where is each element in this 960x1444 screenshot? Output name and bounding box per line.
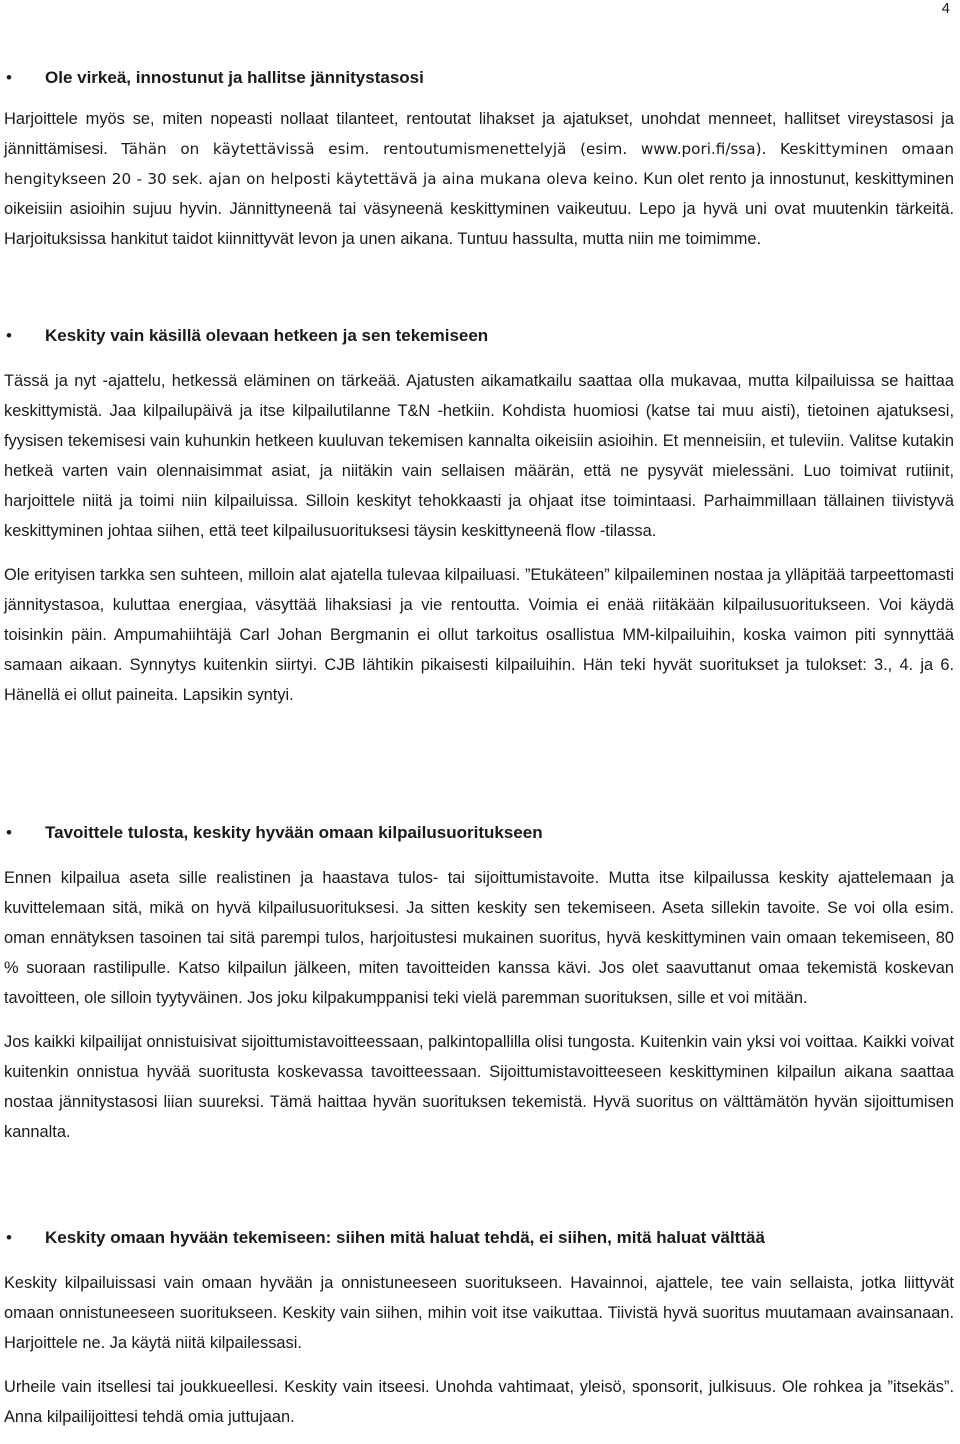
paragraph: Ole erityisen tarkka sen suhteen, milloin alat ajatella tulevaa kilpailuasi. ”Etukäteen” kilpaileminen nostaa ja ylläpitää tarpeettomasti jännitystasoa, kuluttaa energiaa, väsyttää lihaksiasi ja vie rentoutta. Voimia ei enää riitäkään kilpailusuoritukseen. Voi käydä toisinkin päin. Ampumahiihtäjä Carl Johan Bergmanin ei ollut tarkoitus osallistua MM-kilpailuihin, koska vaimon piti synnyttää samaan aikaan. Synnytys kuitenkin siirtyi. CJB lähtikin pikaisesti kilpailuihin. Hän teki hyvät suoritukset ja tulokset: 3., 4. ja 6. Hänellä ei ollut paineita. Lapsikin syntyi. bbox=[4, 566, 954, 704]
section-heading: • Keskity vain käsillä olevaan hetkeen ja sen tekemiseen bbox=[4, 326, 954, 346]
paragraph: Jos kaikki kilpailijat onnistuisivat sijoittumistavoitteessaan, palkintopallilla olisi tungosta. Kuitenkin vain yksi voi voittaa. Kaikki voivat kuitenkin onnistua hyvää suoritusta koskevassa tavoitteessaan. Sijoittumistavoitteeseen keskittyminen kilpailun aikana saattaa nostaa jännitystasosi liian suureksi. Tämä haittaa hyvän suorituksen tekemistä. Hyvä suoritus on välttämätön hyvän sijoittumisen kannalta. bbox=[4, 1033, 954, 1141]
paragraph: Keskity kilpailuissasi vain omaan hyvään ja onnistuneeseen suoritukseen. Havainnoi, ajattele, tee vain sellaista, jotka liittyvät omaan onnistuneeseen suoritukseen. Keskity vain siihen, mihin voit itse vaikuttaa. Tiivistä hyvä suoritus muutamaan avainsanaan. Harjoittele ne. Ja käytä niitä kilpailessasi. bbox=[4, 1274, 954, 1352]
section-4 bbox=[4, 1228, 954, 1432]
text-run: Kun olet rento ja innostunut, keskittyminen oikeisiin asioihin sujuu hyvin. Jännittyneenä tai väsyneenä keskittyminen vaikeutuu. Lepo ja hyvä uni ovat muutenkin tärkeitä. Harjoituksissa hankitut taidot kiinnittyvät levon ja unen aikana. Tuntuu hassulta, mutta niin me toimimme. bbox=[4, 170, 954, 248]
paragraph: Urheile vain itsellesi tai joukkueellesi. Keskity vain itseesi. Unohda vahtimaat, yleisö, sponsorit, julkisuus. Ole rohkea ja ”itsekäs”. Anna kilpailijoittesi tehdä omia juttujaan. bbox=[4, 1378, 954, 1426]
text-run: Harjoittele myös se, miten nopeasti nollaat tilanteet, rentoutat lihakset ja ajatukset, unohdat menneet, hallitset vireystasosi ja jännittämisesi. bbox=[4, 110, 954, 158]
paragraph: Tässä ja nyt -ajattelu, hetkessä eläminen on tärkeää. Ajatusten aikamatkailu saattaa olla mukavaa, mutta kilpailuissa se haittaa keskittymistä. Jaa kilpailupäivä ja itse kilpailutilanne T&N -hetkiin. Kohdista huomiosi (katse tai muu aisti), tietoinen ajatuksesi, fyysisen tekemisesi vain kuhunkin hetkeen kuuluvan tekemisen kannalta oikeisiin asioihin. Et menneisiin, et tuleviin. Valitse kutakin hetkeä varten vain olennaisimmat asiat, ja niitäkin vain sellaisen määrän, että ne pysyvät mielessäni. Luo toimivat rutiinit, harjoittele niitä ja toimi niin kilpailuissa. Silloin keskityt tehokkaasti ja ohjaat itse toimintaasi. Parhaimmillaan tällainen tiivistyvä keskittyminen johtaa siihen, että teet kilpailusuorituksesi täysin keskittyneenä flow -tilassa. bbox=[4, 372, 954, 540]
paragraph: Ennen kilpailua aseta sille realistinen ja haastava tulos- tai sijoittumistavoite. Mutta itse kilpailussa keskity ajattelemaan ja kuvittelemaan sitä, mikä on hyvä kilpailusuorituksesi. Ja sitten keskity sen tekemiseen. Aseta sillekin tavoite. Se voi olla esim. oman ennätyksen tasoinen tai sitä parempi tulos, harjoitustesi mukainen suoritus, hyvä keskittyminen vain omaan tekemiseen, 80 % suoraan rastilipulle. Katso kilpailun jälkeen, miten tavoitteiden kanssa kävi. Jos olet saavuttanut omaa tekemistä koskevan tavoitteen, ole silloin tyytyväinen. Jos joku kilpakumppanisi teki vielä paremman suorituksen, sille et voi mitään. bbox=[4, 869, 954, 1007]
section-heading: • Ole virkeä, innostunut ja hallitse jännitystasosi bbox=[4, 68, 954, 88]
section-1 bbox=[4, 68, 954, 254]
text-run-alt-font: Tähän on käytettävissä esim. rentoutumismenettelyjä (esim. www.pori.fi/ssa). Keskittyminen omaan hengitykseen 20 - 30 sek. ajan on helposti käytettävä ja aina mukana oleva keino. bbox=[4, 140, 954, 188]
section-3 bbox=[4, 823, 954, 1147]
paragraph bbox=[4, 104, 954, 254]
section-heading: • Tavoittele tulosta, keskity hyvään omaan kilpailusuoritukseen bbox=[4, 823, 954, 843]
section-2 bbox=[4, 326, 954, 710]
section-heading: • Keskity omaan hyvään tekemiseen: siihen mitä haluat tehdä, ei siihen, mitä haluat välttää bbox=[4, 1228, 954, 1248]
page-number: 4 bbox=[941, 0, 950, 17]
